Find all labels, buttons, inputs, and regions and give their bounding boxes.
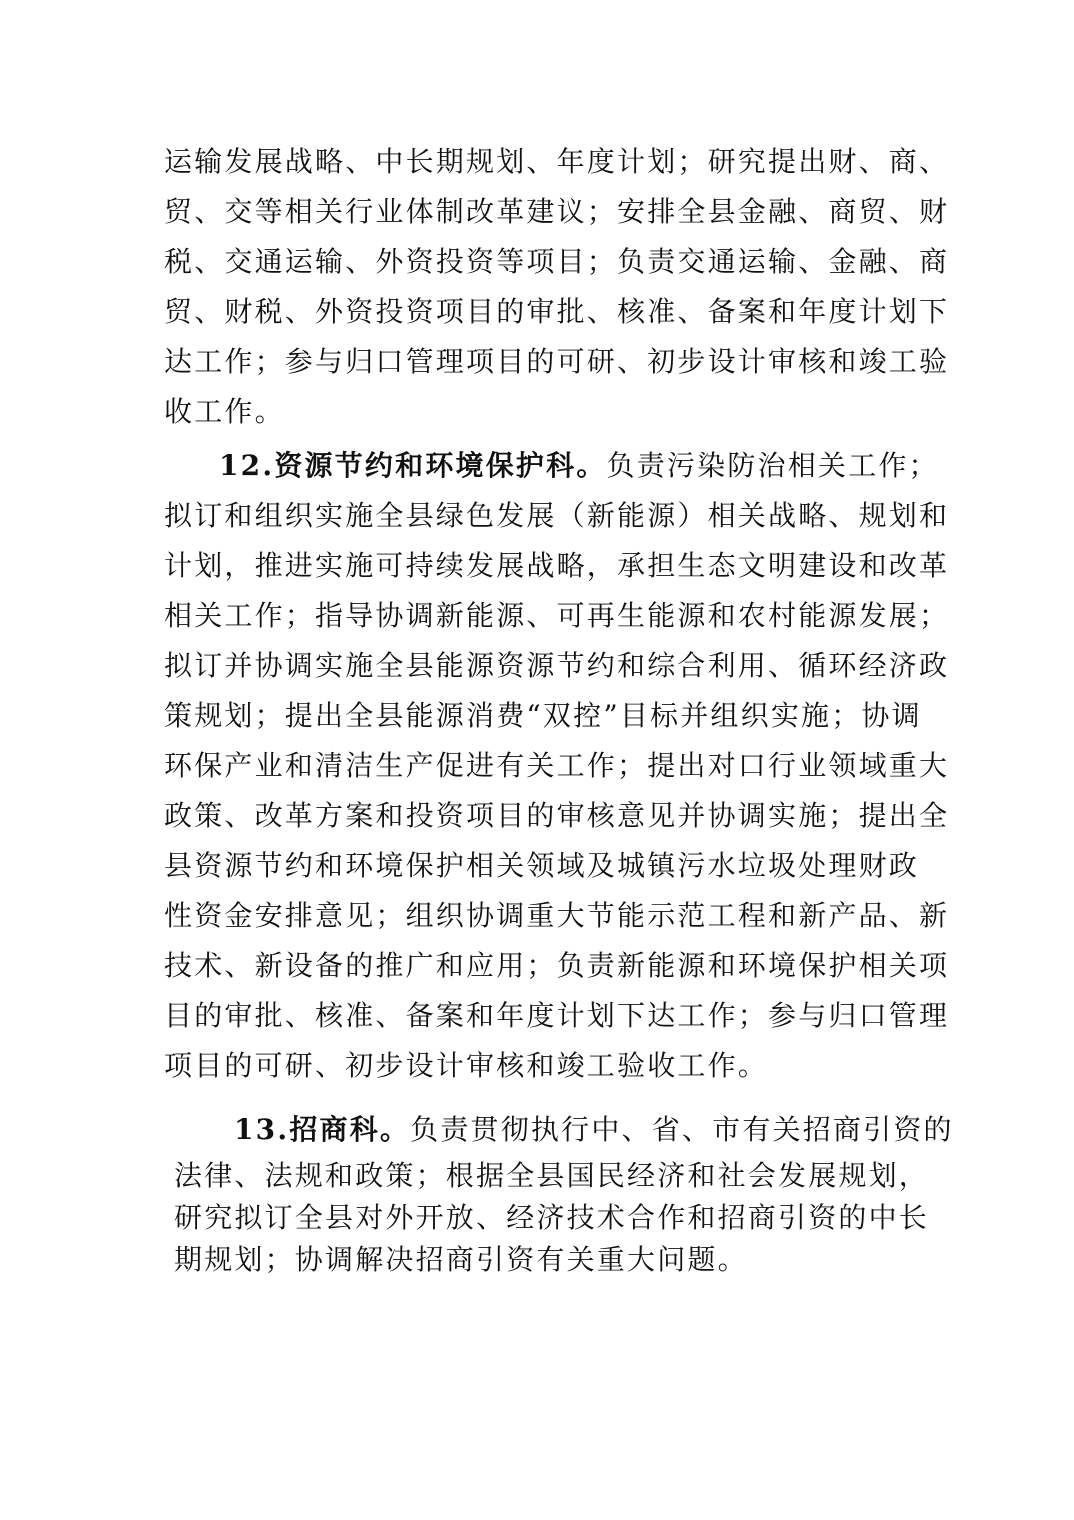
section12-line-3: 计划，推进实施可持续发展战略，承担生态文明建设和改革 [164, 549, 950, 582]
section11-line-5: 达工作；参与归口管理项目的可研、初步设计审核和竣工验 [164, 345, 950, 378]
section13-first-line-text: 负责贯彻执行中、省、市有关招商引资的 [410, 1113, 954, 1146]
section12-line-4: 相关工作；指导协调新能源、可再生能源和农村能源发展； [164, 599, 950, 632]
section11-line-1: 运输发展战略、中长期规划、年度计划；研究提出财、商、 [164, 145, 950, 178]
section13-heading: 13.招商科。 [234, 1113, 411, 1146]
section12-line-6: 策规划；提出全县能源消费“双控”目标并组织实施；协调 [164, 699, 922, 732]
section12-line-10: 性资金安排意见；组织协调重大节能示范工程和新产品、新 [164, 899, 950, 932]
section12-line-12: 目的审批、核准、备案和年度计划下达工作；参与归口管理 [164, 999, 950, 1032]
section11-line-3: 税、交通运输、外资投资等项目；负责交通运输、金融、商 [164, 245, 950, 278]
section12-line-9: 县资源节约和环境保护相关领域及城镇污水垃圾处理财政 [164, 849, 920, 882]
section11-line-4: 贸、财税、外资投资项目的审批、核准、备案和年度计划下 [164, 295, 950, 328]
section13-line-2: 法律、法规和政策；根据全县国民经济和社会发展规划， [174, 1159, 930, 1192]
section11-line-2: 贸、交等相关行业体制改革建议；安排全县金融、商贸、财 [164, 195, 950, 228]
section13-line-4: 期规划；协调解决招商引资有关重大问题。 [174, 1243, 748, 1276]
section12-line-2: 拟订和组织实施全县绿色发展（新能源）相关战略、规划和 [164, 499, 950, 532]
section13-line-3: 研究拟订全县对外开放、经济技术合作和招商引资的中长 [174, 1201, 930, 1234]
section12-line-7: 环保产业和清洁生产促进有关工作；提出对口行业领域重大 [164, 749, 950, 782]
section13-first-line [234, 1110, 954, 1150]
section12-line-5: 拟订并协调实施全县能源资源节约和综合利用、循环经济政 [164, 649, 950, 682]
section12-line-8: 政策、改革方案和投资项目的审核意见并协调实施；提出全 [164, 799, 950, 832]
section12-first-line-text: 负责污染防治相关工作； [606, 449, 939, 482]
section12-heading: 12.资源节约和环境保护科。 [219, 449, 607, 482]
section12-line-11: 技术、新设备的推广和应用；负责新能源和环境保护相关项 [164, 949, 950, 982]
section12-first-line [219, 446, 939, 486]
section11-line-6: 收工作。 [164, 395, 285, 428]
section12-line-13: 项目的可研、初步设计审核和竣工验收工作。 [164, 1049, 769, 1082]
